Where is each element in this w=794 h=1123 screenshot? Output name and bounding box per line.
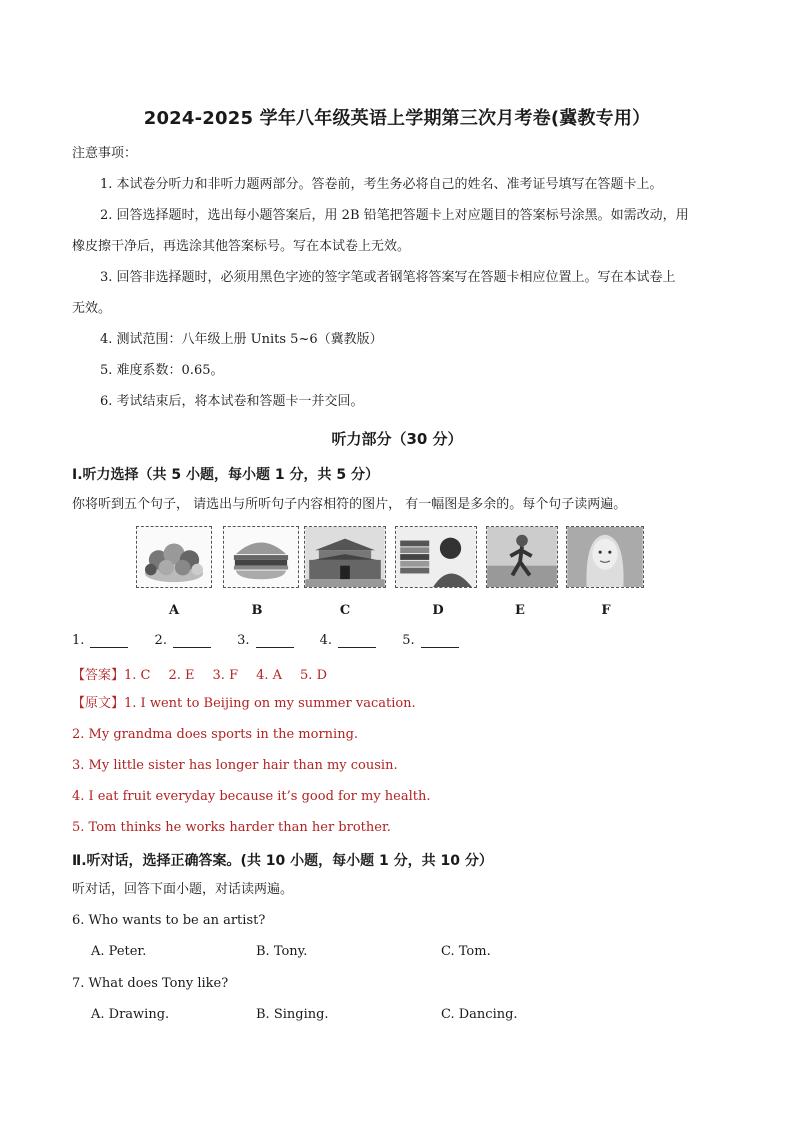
picture-row: [136, 526, 644, 590]
transcript-line-1: [72, 695, 416, 713]
note-3-cont: 无效。: [72, 301, 112, 316]
note-4: 4. 测试范围：八年级上册 Units 5~6（冀教版）: [100, 332, 383, 347]
notes-heading: 注意事项：: [72, 146, 138, 161]
section2-heading: Ⅱ.听对话，选择正确答案。(共 10 小题，每小题 1 分，共 10 分）: [72, 853, 493, 869]
q6-option-a[interactable]: A. Peter.: [91, 944, 147, 959]
answer-item: 5. D: [300, 668, 327, 683]
picture-label-d: D: [432, 603, 444, 618]
picture-label-e: E: [515, 603, 525, 618]
tiananmen-icon: [304, 526, 386, 588]
q6-option-c[interactable]: C. Tom.: [441, 944, 491, 959]
transcript-line-3: 3. My little sister has longer hair than my cousin.: [72, 758, 398, 773]
answer-blank[interactable]: [338, 633, 376, 648]
picture-label-b: B: [251, 603, 263, 618]
note-6: 6. 考试结束后，将本试卷和答题卡一并交回。: [100, 394, 364, 409]
q7-option-c[interactable]: C. Dancing.: [441, 1007, 518, 1022]
question-6: 6. Who wants to be an artist?: [72, 913, 266, 928]
transcript-line-4: 4. I eat fruit everyday because it’s good for my health.: [72, 789, 431, 804]
question-7: 7. What does Tony like?: [72, 976, 229, 991]
note-2: 2. 回答选择题时，选出每小题答案后，用 2B 铅笔把答题卡上对应题目的答案标号涂黑。如需改动，用: [100, 208, 689, 223]
answer-tag: 【答案】: [72, 668, 125, 683]
note-2-cont: 橡皮擦干净后，再选涂其他答案标号。写在本试卷上无效。: [72, 239, 411, 254]
answer-item: 1. C: [124, 668, 151, 683]
answer-blank[interactable]: [421, 633, 459, 648]
note-3: 3. 回答非选择题时，必须用黑色字迹的签字笔或者钢笔将答案写在答题卡相应位置上。写在本试卷上: [100, 270, 676, 285]
transcript-line-5: 5. Tom thinks he works harder than her brother.: [72, 820, 391, 835]
blank-number: 4.: [319, 633, 333, 648]
blank-number: 5.: [402, 633, 415, 648]
answer-item: 3. F: [212, 668, 239, 683]
girl-long-hair-icon: [566, 526, 644, 588]
q7-option-a[interactable]: A. Drawing.: [91, 1007, 170, 1022]
student-books-icon: [395, 526, 477, 588]
answer-blanks: [72, 633, 481, 648]
running-woman-icon: [486, 526, 558, 588]
answer-blank[interactable]: [173, 633, 211, 648]
fruit-basket-icon: [136, 526, 212, 588]
transcript-tag: 【原文】: [72, 696, 125, 711]
hamburger-icon: [223, 526, 299, 588]
section1-instruction: 你将听到五个句子， 请选出与所听句子内容相符的图片， 有一幅图是多余的。每个句子读两遍。: [72, 497, 627, 512]
transcript-text: 1. I went to Beijing on my summer vacation.: [124, 696, 416, 711]
note-5: 5. 难度系数：0.65。: [100, 363, 224, 378]
q7-option-b[interactable]: B. Singing.: [256, 1007, 329, 1022]
section1-heading: Ⅰ.听力选择（共 5 小题，每小题 1 分，共 5 分）: [72, 467, 379, 483]
q6-option-b[interactable]: B. Tony.: [256, 944, 308, 959]
answer-item: 4. A: [256, 668, 283, 683]
section2-instruction: 听对话，回答下面小题，对话读两遍。: [72, 882, 294, 897]
page-title: 2024-2025 学年八年级英语上学期第三次月考卷(冀教专用）: [143, 108, 651, 129]
answer-item: 2. E: [168, 668, 195, 683]
transcript-line-2: 2. My grandma does sports in the morning.: [72, 727, 359, 742]
picture-label-c: C: [339, 603, 351, 618]
answer-blank[interactable]: [90, 633, 128, 648]
blank-number: 2.: [154, 633, 167, 648]
picture-label-f: F: [601, 603, 611, 618]
blank-number: 1.: [72, 633, 85, 648]
blank-number: 3.: [237, 633, 250, 648]
picture-label-a: A: [168, 603, 180, 618]
answer-line: [72, 664, 345, 683]
note-1: 1. 本试卷分听力和非听力题两部分。答卷前，考生务必将自己的姓名、准考证号填写在答题卡上。: [100, 177, 663, 192]
answer-blank[interactable]: [256, 633, 294, 648]
listening-title: 听力部分（30 分）: [331, 430, 463, 448]
